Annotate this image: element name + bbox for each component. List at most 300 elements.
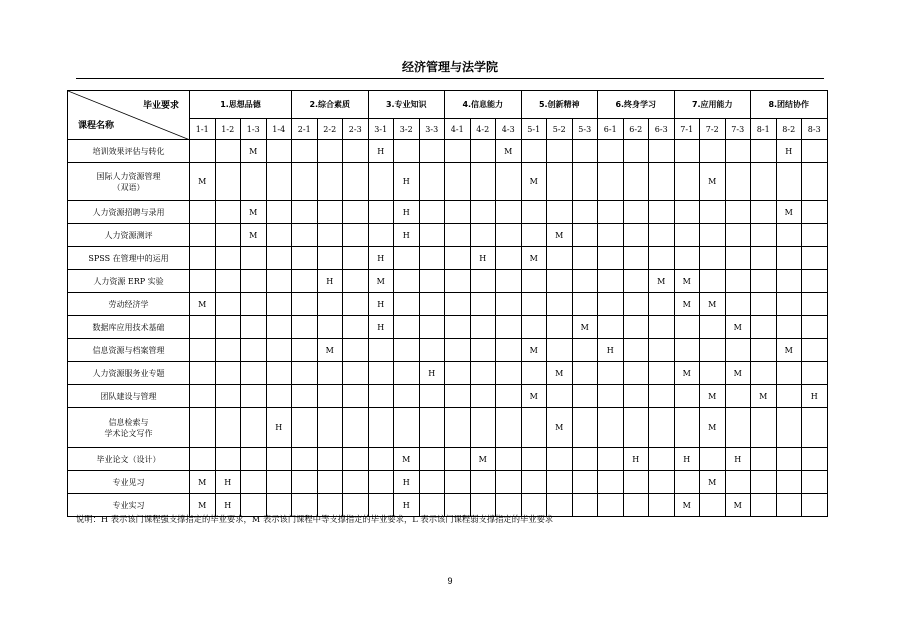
support-level-cell xyxy=(317,316,343,339)
support-level-cell xyxy=(623,494,649,517)
support-level-cell xyxy=(496,293,522,316)
support-level-cell xyxy=(368,163,394,201)
course-name-cell: 劳动经济学 xyxy=(68,293,190,316)
support-level-cell xyxy=(623,163,649,201)
table-row xyxy=(68,448,828,471)
support-level-cell xyxy=(623,316,649,339)
support-level-cell xyxy=(649,201,675,224)
course-name-cell: 专业实习 xyxy=(68,494,190,517)
support-level-cell xyxy=(776,494,802,517)
support-level-cell xyxy=(266,448,292,471)
support-level-cell xyxy=(521,316,547,339)
table-row xyxy=(68,293,828,316)
support-level-cell xyxy=(470,339,496,362)
support-level-cell xyxy=(496,224,522,247)
support-level-cell xyxy=(292,201,318,224)
support-level-cell xyxy=(394,247,420,270)
support-level-cell: H xyxy=(317,270,343,293)
table-row xyxy=(68,339,828,362)
support-level-cell xyxy=(317,293,343,316)
support-level-cell xyxy=(419,448,445,471)
support-level-cell xyxy=(419,247,445,270)
course-name-cell: 人力资源测评 xyxy=(68,224,190,247)
support-level-cell xyxy=(496,448,522,471)
course-name-cell: 国际人力资源管理 （双语） xyxy=(68,163,190,201)
support-level-cell xyxy=(547,471,573,494)
sub-requirement-header: 6-3 xyxy=(649,119,675,140)
support-level-cell: M xyxy=(470,448,496,471)
support-level-cell xyxy=(343,163,369,201)
support-level-cell xyxy=(241,339,267,362)
support-level-cell xyxy=(445,293,471,316)
support-level-cell xyxy=(292,247,318,270)
support-level-cell xyxy=(317,163,343,201)
support-level-cell xyxy=(419,471,445,494)
support-level-cell: M xyxy=(674,270,700,293)
support-level-cell xyxy=(292,408,318,448)
support-level-cell: H xyxy=(368,316,394,339)
sub-requirement-header: 1-1 xyxy=(190,119,216,140)
support-level-cell xyxy=(445,408,471,448)
support-level-cell xyxy=(470,362,496,385)
table-row xyxy=(68,385,828,408)
support-level-cell xyxy=(394,316,420,339)
course-name-cell: 数据库应用技术基础 xyxy=(68,316,190,339)
table-row xyxy=(68,316,828,339)
support-level-cell xyxy=(215,293,241,316)
support-level-cell xyxy=(343,270,369,293)
support-level-cell xyxy=(547,339,573,362)
support-level-cell xyxy=(419,140,445,163)
support-level-cell xyxy=(751,339,777,362)
support-level-cell xyxy=(241,270,267,293)
support-level-cell xyxy=(751,316,777,339)
support-level-cell xyxy=(521,362,547,385)
support-level-cell xyxy=(343,140,369,163)
support-level-cell xyxy=(445,140,471,163)
page-number: 9 xyxy=(447,576,453,586)
support-level-cell xyxy=(343,385,369,408)
support-level-cell xyxy=(419,385,445,408)
support-level-cell: M xyxy=(700,408,726,448)
course-name-cell: SPSS 在管理中的运用 xyxy=(68,247,190,270)
support-level-cell xyxy=(649,339,675,362)
sub-requirement-header: 8-3 xyxy=(802,119,828,140)
support-level-cell xyxy=(649,224,675,247)
support-level-cell xyxy=(776,293,802,316)
course-name-cell: 团队建设与管理 xyxy=(68,385,190,408)
support-level-cell xyxy=(215,408,241,448)
table-row xyxy=(68,140,828,163)
support-level-cell xyxy=(751,201,777,224)
sub-requirement-header: 8-1 xyxy=(751,119,777,140)
sub-requirement-header: 3-3 xyxy=(419,119,445,140)
table-row xyxy=(68,201,828,224)
support-level-cell: H xyxy=(368,140,394,163)
support-level-cell: H xyxy=(394,163,420,201)
support-level-cell xyxy=(215,448,241,471)
support-level-cell xyxy=(751,494,777,517)
support-level-cell xyxy=(776,224,802,247)
support-level-cell xyxy=(623,201,649,224)
support-level-cell xyxy=(445,362,471,385)
support-level-cell xyxy=(572,362,598,385)
support-level-cell xyxy=(317,140,343,163)
legend-note: 说明：H 表示该门课程强支撑指定的毕业要求，M 表示该门课程中等支撑指定的毕业要求，L 表示该门课程弱支撑指定的毕业要求 xyxy=(76,514,554,524)
header-row-groups xyxy=(68,91,828,119)
sub-requirement-header: 2-3 xyxy=(343,119,369,140)
support-level-cell xyxy=(598,201,624,224)
sub-requirement-header: 5-1 xyxy=(521,119,547,140)
support-level-cell: M xyxy=(521,163,547,201)
support-level-cell xyxy=(266,471,292,494)
support-level-cell xyxy=(598,163,624,201)
support-level-cell xyxy=(496,471,522,494)
sub-requirement-header: 6-1 xyxy=(598,119,624,140)
support-level-cell: H xyxy=(419,362,445,385)
support-level-cell: H xyxy=(368,293,394,316)
support-level-cell: H xyxy=(215,471,241,494)
support-level-cell xyxy=(190,339,216,362)
support-level-cell xyxy=(241,316,267,339)
support-level-cell xyxy=(241,448,267,471)
support-level-cell xyxy=(572,224,598,247)
support-level-cell xyxy=(598,293,624,316)
support-level-cell xyxy=(751,362,777,385)
course-name-cell: 人力资源招聘与录用 xyxy=(68,201,190,224)
support-level-cell xyxy=(190,316,216,339)
support-level-cell xyxy=(419,163,445,201)
support-level-cell xyxy=(343,339,369,362)
support-level-cell xyxy=(292,293,318,316)
support-level-cell xyxy=(598,140,624,163)
support-level-cell xyxy=(802,270,828,293)
support-level-cell xyxy=(649,163,675,201)
support-level-cell xyxy=(547,293,573,316)
support-level-cell xyxy=(598,316,624,339)
support-level-cell xyxy=(725,270,751,293)
support-level-cell xyxy=(700,140,726,163)
support-level-cell xyxy=(598,385,624,408)
support-level-cell xyxy=(496,163,522,201)
support-level-cell xyxy=(674,385,700,408)
support-level-cell xyxy=(572,339,598,362)
table-row xyxy=(68,408,828,448)
support-level-cell xyxy=(725,385,751,408)
course-name-cell: 人力资源服务业专题 xyxy=(68,362,190,385)
support-level-cell xyxy=(496,247,522,270)
course-name-cell: 专业见习 xyxy=(68,471,190,494)
support-level-cell xyxy=(190,201,216,224)
support-level-cell xyxy=(266,224,292,247)
support-level-cell xyxy=(496,270,522,293)
support-level-cell xyxy=(547,448,573,471)
support-level-cell xyxy=(674,316,700,339)
support-level-cell xyxy=(394,140,420,163)
table-row xyxy=(68,247,828,270)
support-level-cell xyxy=(725,339,751,362)
table-row xyxy=(68,362,828,385)
support-level-cell xyxy=(445,339,471,362)
support-level-cell: M xyxy=(241,224,267,247)
support-level-cell xyxy=(190,224,216,247)
support-level-cell xyxy=(776,316,802,339)
support-level-cell xyxy=(802,408,828,448)
support-level-cell xyxy=(751,247,777,270)
support-level-cell xyxy=(292,448,318,471)
support-level-cell xyxy=(623,339,649,362)
support-level-cell xyxy=(776,471,802,494)
support-level-cell xyxy=(623,270,649,293)
support-level-cell: M xyxy=(700,163,726,201)
corner-course-label: 课程名称 xyxy=(78,121,115,131)
support-level-cell xyxy=(419,293,445,316)
support-level-cell xyxy=(190,270,216,293)
support-level-cell xyxy=(776,163,802,201)
support-level-cell xyxy=(547,247,573,270)
support-level-cell: H xyxy=(598,339,624,362)
sub-requirement-header: 1-3 xyxy=(241,119,267,140)
course-name-cell: 信息检索与 学术论文写作 xyxy=(68,408,190,448)
support-level-cell xyxy=(292,385,318,408)
support-level-cell: H xyxy=(215,494,241,517)
support-level-cell xyxy=(215,316,241,339)
support-level-cell xyxy=(368,385,394,408)
support-level-cell: H xyxy=(394,201,420,224)
support-level-cell xyxy=(470,471,496,494)
support-level-cell xyxy=(241,385,267,408)
header-divider xyxy=(76,78,824,79)
support-level-cell xyxy=(419,316,445,339)
support-level-cell xyxy=(802,293,828,316)
support-level-cell: M xyxy=(190,471,216,494)
support-level-cell xyxy=(700,339,726,362)
support-level-cell xyxy=(419,408,445,448)
support-level-cell: M xyxy=(394,448,420,471)
support-level-cell: M xyxy=(700,385,726,408)
support-level-cell xyxy=(266,140,292,163)
support-level-cell xyxy=(215,385,241,408)
support-level-cell xyxy=(394,293,420,316)
support-level-cell xyxy=(572,270,598,293)
diagonal-divider-line xyxy=(68,91,190,140)
requirement-group-header: 7.应用能力 xyxy=(674,91,751,119)
sub-requirement-header: 4-3 xyxy=(496,119,522,140)
support-level-cell: M xyxy=(776,339,802,362)
support-level-cell xyxy=(572,163,598,201)
support-level-cell xyxy=(725,247,751,270)
support-level-cell xyxy=(802,339,828,362)
support-level-cell: M xyxy=(700,293,726,316)
support-level-cell xyxy=(802,494,828,517)
support-level-cell xyxy=(445,316,471,339)
support-level-cell: H xyxy=(470,247,496,270)
table-row xyxy=(68,270,828,293)
support-level-cell xyxy=(419,270,445,293)
support-level-cell xyxy=(317,247,343,270)
support-level-cell xyxy=(521,224,547,247)
support-level-cell xyxy=(190,140,216,163)
support-level-cell xyxy=(266,316,292,339)
support-level-cell: M xyxy=(674,494,700,517)
sub-requirement-header: 7-1 xyxy=(674,119,700,140)
support-level-cell xyxy=(623,224,649,247)
support-level-cell xyxy=(292,224,318,247)
support-level-cell xyxy=(598,270,624,293)
sub-requirement-header: 1-2 xyxy=(215,119,241,140)
sub-requirement-header: 7-3 xyxy=(725,119,751,140)
support-level-cell xyxy=(674,224,700,247)
support-level-cell xyxy=(802,163,828,201)
support-level-cell: M xyxy=(725,362,751,385)
sub-requirement-header: 4-1 xyxy=(445,119,471,140)
support-level-cell xyxy=(445,385,471,408)
support-level-cell: H xyxy=(368,247,394,270)
support-level-cell xyxy=(674,140,700,163)
support-level-cell: M xyxy=(368,270,394,293)
support-level-cell: M xyxy=(317,339,343,362)
support-level-cell xyxy=(751,471,777,494)
support-level-cell xyxy=(547,163,573,201)
support-level-cell: M xyxy=(190,293,216,316)
support-level-cell xyxy=(317,362,343,385)
support-level-cell xyxy=(368,224,394,247)
corner-header-cell xyxy=(68,91,190,140)
support-level-cell xyxy=(470,270,496,293)
support-level-cell xyxy=(776,362,802,385)
support-level-cell xyxy=(700,362,726,385)
requirement-group-header: 2.综合素质 xyxy=(292,91,369,119)
support-level-cell: M xyxy=(241,201,267,224)
support-level-cell xyxy=(496,201,522,224)
support-level-cell xyxy=(292,270,318,293)
support-level-cell xyxy=(292,140,318,163)
support-level-cell xyxy=(700,270,726,293)
support-level-cell xyxy=(394,270,420,293)
support-level-cell xyxy=(547,316,573,339)
support-level-cell xyxy=(343,201,369,224)
support-level-cell xyxy=(496,408,522,448)
support-level-cell xyxy=(700,224,726,247)
sub-requirement-header: 8-2 xyxy=(776,119,802,140)
support-level-cell xyxy=(776,247,802,270)
support-level-cell xyxy=(317,471,343,494)
support-level-cell xyxy=(368,339,394,362)
support-level-cell xyxy=(343,224,369,247)
support-level-cell: H xyxy=(394,494,420,517)
support-level-cell xyxy=(419,339,445,362)
support-level-cell xyxy=(470,224,496,247)
support-level-cell xyxy=(802,316,828,339)
support-level-cell xyxy=(241,408,267,448)
support-level-cell xyxy=(802,201,828,224)
support-level-cell xyxy=(445,224,471,247)
support-level-cell xyxy=(445,471,471,494)
support-level-cell xyxy=(725,140,751,163)
support-level-cell xyxy=(547,201,573,224)
support-level-cell xyxy=(598,494,624,517)
support-level-cell xyxy=(317,224,343,247)
support-level-cell: M xyxy=(496,140,522,163)
support-level-cell: M xyxy=(547,224,573,247)
support-level-cell xyxy=(572,293,598,316)
support-level-cell xyxy=(623,471,649,494)
support-level-cell xyxy=(598,408,624,448)
support-level-cell xyxy=(470,140,496,163)
support-level-cell xyxy=(674,471,700,494)
support-level-cell: H xyxy=(802,385,828,408)
support-level-cell xyxy=(470,201,496,224)
support-level-cell xyxy=(776,448,802,471)
support-level-cell xyxy=(266,339,292,362)
support-level-cell xyxy=(317,385,343,408)
support-level-cell xyxy=(368,408,394,448)
support-level-cell xyxy=(241,163,267,201)
support-level-cell xyxy=(802,247,828,270)
support-level-cell: M xyxy=(751,385,777,408)
sub-requirement-header: 7-2 xyxy=(700,119,726,140)
support-level-cell xyxy=(700,448,726,471)
curriculum-matrix-table xyxy=(67,90,828,517)
support-level-cell xyxy=(445,270,471,293)
support-level-cell xyxy=(598,247,624,270)
support-level-cell xyxy=(292,316,318,339)
support-level-cell xyxy=(547,270,573,293)
support-level-cell xyxy=(343,362,369,385)
support-level-cell: H xyxy=(266,408,292,448)
course-name-cell: 信息资源与档案管理 xyxy=(68,339,190,362)
support-level-cell xyxy=(674,247,700,270)
support-level-cell xyxy=(725,224,751,247)
support-level-cell xyxy=(521,201,547,224)
requirement-group-header: 5.创新精神 xyxy=(521,91,598,119)
support-level-cell xyxy=(343,247,369,270)
support-level-cell: H xyxy=(394,224,420,247)
support-level-cell xyxy=(292,163,318,201)
requirement-group-header: 8.团结协作 xyxy=(751,91,828,119)
support-level-cell xyxy=(470,163,496,201)
sub-requirement-header: 3-1 xyxy=(368,119,394,140)
support-level-cell xyxy=(266,163,292,201)
requirement-group-header: 1.思想品德 xyxy=(190,91,292,119)
support-level-cell: H xyxy=(725,448,751,471)
support-level-cell xyxy=(572,494,598,517)
support-level-cell xyxy=(725,408,751,448)
support-level-cell xyxy=(292,471,318,494)
support-level-cell xyxy=(215,362,241,385)
support-level-cell xyxy=(394,362,420,385)
support-level-cell xyxy=(623,362,649,385)
support-level-cell xyxy=(649,140,675,163)
support-level-cell xyxy=(445,448,471,471)
sub-requirement-header: 1-4 xyxy=(266,119,292,140)
support-level-cell xyxy=(802,140,828,163)
table-row xyxy=(68,471,828,494)
support-level-cell xyxy=(496,316,522,339)
support-level-cell xyxy=(343,408,369,448)
support-level-cell xyxy=(776,270,802,293)
support-level-cell xyxy=(623,140,649,163)
support-level-cell xyxy=(343,316,369,339)
support-level-cell xyxy=(394,408,420,448)
sub-requirement-header: 5-2 xyxy=(547,119,573,140)
support-level-cell xyxy=(572,448,598,471)
support-level-cell: M xyxy=(725,316,751,339)
support-level-cell xyxy=(445,247,471,270)
support-level-cell xyxy=(751,293,777,316)
support-level-cell xyxy=(700,201,726,224)
support-level-cell xyxy=(751,140,777,163)
